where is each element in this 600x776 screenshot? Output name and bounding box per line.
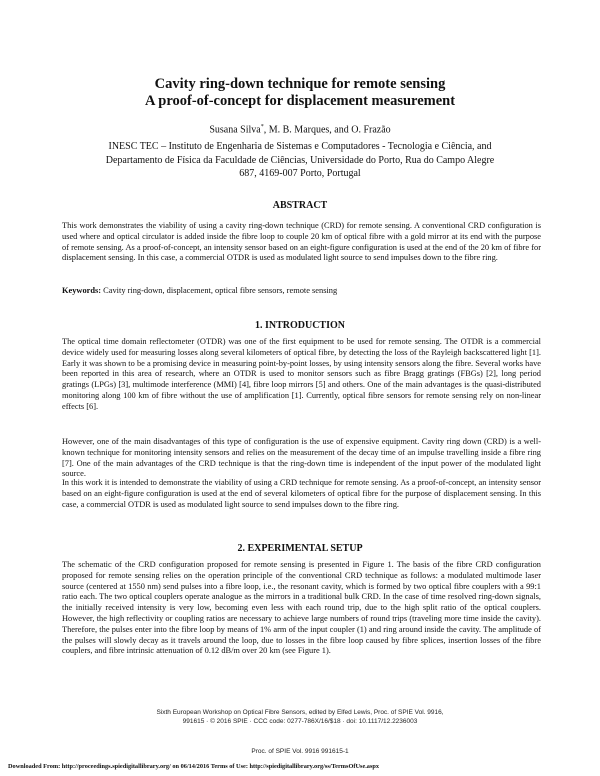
affiliation-line: INESC TEC – Instituto de Engenharia de Sistemas e Computadores - Tecnologia e Ciência, and bbox=[108, 141, 492, 152]
abstract-heading: ABSTRACT bbox=[272, 200, 328, 211]
affiliation-line: Departamento de Física da Faculdade de Ciências, Universidade do Porto, Rua do Campo Alegre bbox=[105, 154, 495, 166]
affiliation bbox=[0, 140, 600, 181]
affiliation-line: 687, 4169-007 Porto, Portugal bbox=[239, 168, 361, 179]
keywords-list: Cavity ring-down, displacement, optical fibre sensors, remote sensing bbox=[101, 286, 338, 295]
download-notice: Downloaded From: http://proceedings.spiedigitallibrary.org/ on 06/14/2016 Terms of Use: http://spiedigitallibrary.org/ss/TermsOfUse.aspx bbox=[8, 763, 380, 770]
paragraph: The optical time domain reflectometer (OTDR) was one of the first equipment to be used for remote sensing. The OTDR is a commercial device widely used for measuring losses along several kilometers of optical fibre, by detecting the loss of the Rayleigh backscattered light [1]. Early it was shown to be a promising device in measuring point-by-point losses, by using intensity sensors along the fibre. Several works have been reported in this area of research, where an OTDR is used to monitor sensors such as fibre Bragg gratings (FBGs) [2], long period gratings (LPGs) [3], multimode interference (MMI) [4], fibre loop mirrors [5] and others. One of the main advantages is the quasi-distributed monitoring along 100 km of fibre without the use of amplification [1]. Currently, optical fibre sensors for remote sensing rely on non-linear effects [6]. bbox=[62, 337, 541, 411]
keywords-label: Keywords: bbox=[62, 286, 102, 295]
paragraph: In this work it is intended to demonstrate the viability of using a CRD technique for remote sensing. As a proof-of-concept, an intensity sensor based on an eight-figure configuration is used at the end of several kilometers of optical fibre for the purpose of displacement sensing. In this case, a commercial OTDR is used as modulated light source to send impulses down to the fibre ring. bbox=[62, 478, 541, 509]
section-heading-experimental-setup: 2. EXPERIMENTAL SETUP bbox=[237, 543, 363, 554]
paragraph: The schematic of the CRD configuration proposed for remote sensing is presented in Figure 1. The basis of the fibre CRD configuration proposed for remote sensing relies on the operation principle of the conventional CRD technique as follows: a modulated multimode laser source (centered at 1550 nm) send pulses into a fibre loop, i.e., the resonant cavity, which is formed by two optical fibre couplers with a 99:1 ratio each. The two optical couplers operate analogue as the mirrors in a traditional bulk CRD. In the case of time resolved ring-down signals, the initially received intensity is very low, becoming even less with each round trip, due to the high split ratio of the optical couplers. However, the high reflectivity or coupling ratios are necessary to achieve large numbers of round trips (traveling more time inside the cavity). Therefore, the pulses enter into the fibre loop by means of 1% arm of the input coupler (1) and ring around inside the cavity. The amplitude of the pulses will slowly decay as it travels around the loop, due to losses in the fibre loop caused by fibre splices, insertion losses of the fibre couplers, and fibre intrinsic attenuation of 0.12 dB/m over 20 km (see Figure 1). bbox=[62, 560, 541, 656]
title-line-2: A proof-of-concept for displacement measurement bbox=[144, 93, 456, 109]
paper-title bbox=[0, 76, 600, 110]
publication-footer bbox=[0, 709, 600, 726]
page-number: Proc. of SPIE Vol. 9916 991615-1 bbox=[251, 748, 349, 755]
authors bbox=[0, 124, 600, 135]
section-heading-introduction: 1. INTRODUCTION bbox=[254, 320, 345, 331]
paragraph: However, one of the main disadvantages of this type of configuration is the use of expensive equipment. Cavity ring down (CRD) is a well-known technique for monitoring intensity sensors and relies on the measurement of the decay time of an impulse travelling inside a fibre ring [7]. One of the main advantages of the CRD technique is that the ring-down time is independent of the input power of the modulated light source. bbox=[62, 437, 541, 479]
authors-rest: , M. B. Marques, and O. Frazão bbox=[263, 124, 391, 136]
abstract-text: This work demonstrates the viability of using a cavity ring-down technique (CRD) for remote sensing. A conventional CRD configuration is used where and optical circulator is added inside the fibre loop to couple 20 km of optical fibre with a gold mirror at its end with the purpose of remote sensing. As a proof-of-concept, an intensity sensor based on an eight-figure configuration is used at the end of the 20 km of fibre for displacement sensing. In this case, a commercial OTDR is used as modulated light source to send impulses down to the fibre ring. bbox=[62, 221, 541, 263]
author-1: Susana Silva bbox=[209, 124, 261, 136]
footer-line: 991615 · © 2016 SPIE · CCC code: 0277-786X/16/$18 · doi: 10.1117/12.2236003 bbox=[182, 717, 418, 725]
title-line-1: Cavity ring-down technique for remote sensing bbox=[154, 76, 446, 92]
corresponding-mark: * bbox=[260, 124, 264, 130]
keywords bbox=[62, 286, 541, 297]
footer-line: Sixth European Workshop on Optical Fibre Sensors, edited by Elfed Lewis, Proc. of SPIE Vol. 9916, bbox=[156, 709, 444, 716]
